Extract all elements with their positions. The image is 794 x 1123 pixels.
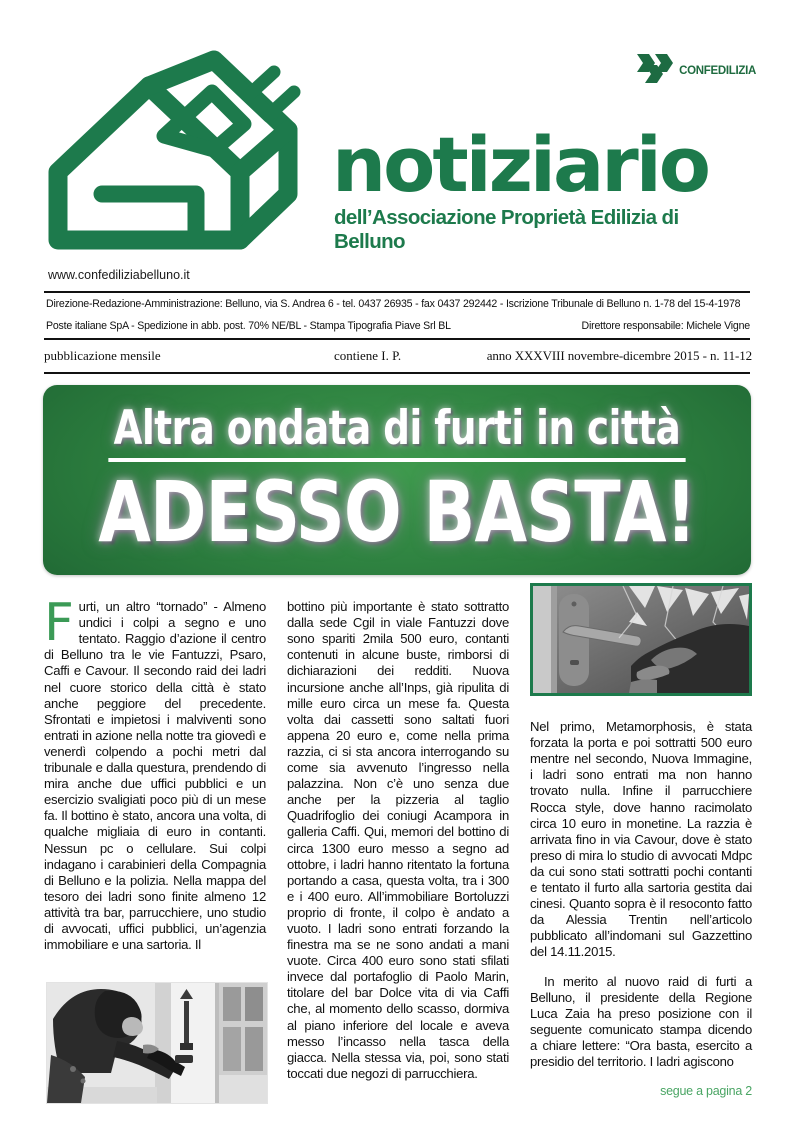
article-col2-body: bottino più importante è stato sottratto dalla sede Cgil in viale Fantuzzi dove sono spariti 2mila 500 euro, contanti contenuti in alcune buste, rimborsi di dichiarazioni dei redditi. Nuova incursione anche all’Inps, già ripulita di mille euro circa un mese fa. Questa volta dai cassetti sono saltati fuori appena 20 euro e, come nella prima razzia, ci si sta ancora interrogando su come sia avvenuto l’ingresso nella palazzina. Non c’è uno senza due anche per la pizzeria al taglio Quadrifoglio dei coniugi Acampora in galleria Caffi. Qui, memori del bottino di circa 1300 euro messo a segno ad ottobre, i ladri hanno ritentato la fortuna portando a casa, questa volta, tra i 300 e i 400 euro. All’immobiliare Bortoluzzi proprio di fronte, il colpo è andato a vuoto. I ladri sono entrati forzando la finestra ma se ne sono andati a mani vuote. Circa 400 euro sono stati sfilati invece dal portafoglio di Paolo Marin, titolare del bar Dolce vita di via Caffi che, al momento dello scasso, dormiva al piano inferiore del locale e aveva messo l’incasso nella tasca della giacca. Nella stessa via, poi, sono stati toccati due negozi di parrucchiera. (287, 599, 509, 1081)
confedilizia-logo (635, 52, 756, 89)
burglar-drilling-door-photo (46, 982, 268, 1104)
door-handle-broken-glass-photo (530, 583, 752, 696)
article-col1-body: urti, un altro “tornado” - Almeno undici i colpi a segno e uno tentato. Raggio d’azione il centro di Belluno tra le vie Fantuzzi, Psaro, Caffi e Cavour. Il secondo raid dei ladri nel cuore storico della città è stato anche peggiore del precedente. Sfrontati e impietosi i malviventi sono entrati in azione nella notte tra giovedì e venerdì colpendo a pochi metri dal tribunale e dalla questura, prendendo di mira anche due uffici pubblici e un esercizio svaligiati poco più di un mese fa. Il bottino è stato, ancora una volta, di qualche migliaia di euro in contanti. Nessun pc o cellulare. Sui colpi indagano i carabinieri della Compagnia di Belluno e la polizia. Nella mappa del tesoro dei ladri sono finite almeno 12 attività tra bar, parrucchiere, uno studio di avvocati, uffici pubblici, un’agenzia immobiliare e una sartoria. Il (44, 599, 266, 953)
publication-issue: anno XXXVIII novembre-dicembre 2015 - n. 11-12 (486, 348, 752, 363)
article-column-2 (287, 586, 509, 1095)
masthead-title-block (332, 120, 752, 254)
drop-cap: F (44, 593, 74, 654)
website-url[interactable]: www.confediliziabelluno.it (48, 268, 190, 282)
confedilizia-wordmark: CONFEDILIZIA (679, 64, 756, 77)
masthead (0, 0, 794, 282)
headline-banner (43, 385, 751, 575)
headline-kicker: Altra ondata di furti in città (108, 405, 685, 462)
colophon-line-1: Direzione-Redazione-Amministrazione: Belluno, via S. Andrea 6 - tel. 0437 26935 - fax 0437 292442 - Iscrizione Tribunale di Belluno n. 1-78 del 15-4-1978 (46, 298, 741, 310)
colophon-postal-info: Poste italiane SpA - Spedizione in abb. post. 70% NE/BL - Stampa Tipografia Piave Srl BL (46, 320, 451, 332)
divider-bottom (44, 372, 750, 374)
publication-frequency: pubblicazione mensile (44, 348, 161, 363)
divider-top (44, 291, 750, 293)
continued-link[interactable]: segue a pagina 2 (660, 1084, 752, 1099)
article-column-3 (530, 706, 752, 1099)
colophon-director: Direttore responsabile: Michele Vigne (581, 320, 750, 332)
colophon-line-2 (46, 320, 750, 332)
ape-house-logo (44, 44, 304, 259)
divider-middle (44, 338, 750, 340)
publication-info (44, 348, 752, 364)
article-column-1 (44, 586, 266, 966)
article-columns (44, 586, 752, 1106)
confedilizia-mark-icon (635, 52, 675, 89)
publication-contains: contiene I. P. (334, 348, 402, 363)
article-paragraph (44, 593, 266, 953)
headline-main: ADESSO BASTA! (98, 462, 696, 561)
article-col3-body-2: In merito al nuovo raid di furti a Belluno, il presidente della Regione Luca Zaia ha preso posizione con il seguente comunicato stampa dicendo a chiare lettere: “Ora basta, esercito a presidio del territorio. I ladri agiscono (530, 973, 752, 1070)
page-subtitle: dell’Associazione Proprietà Edilizia di Belluno (334, 205, 679, 253)
article-col3-body: Nel primo, Metamorphosis, è stata forzata la porta e poi sottratti 500 euro mentre nel secondo, Nuova Immagine, i ladri sono entrati ma non hanno trovato nulla. Infine il parrucchiere Rocca style, dove hanno racimolato circa 10 euro in monetine. La razzia è arrivata fino in via Cavour, dove è stato preso di mira lo studio di avvocati Mdpc da cui sono stati sottratti pochi contanti e tentato il furto alla sartoria gestita dai cinesi. Quanto sopra è il resoconto fatto da Alessia Trentin nell’articolo pubblicato all’indomani sul Gazzettino del 14.11.2015. (530, 719, 752, 960)
page-title: notiziario (332, 120, 709, 209)
